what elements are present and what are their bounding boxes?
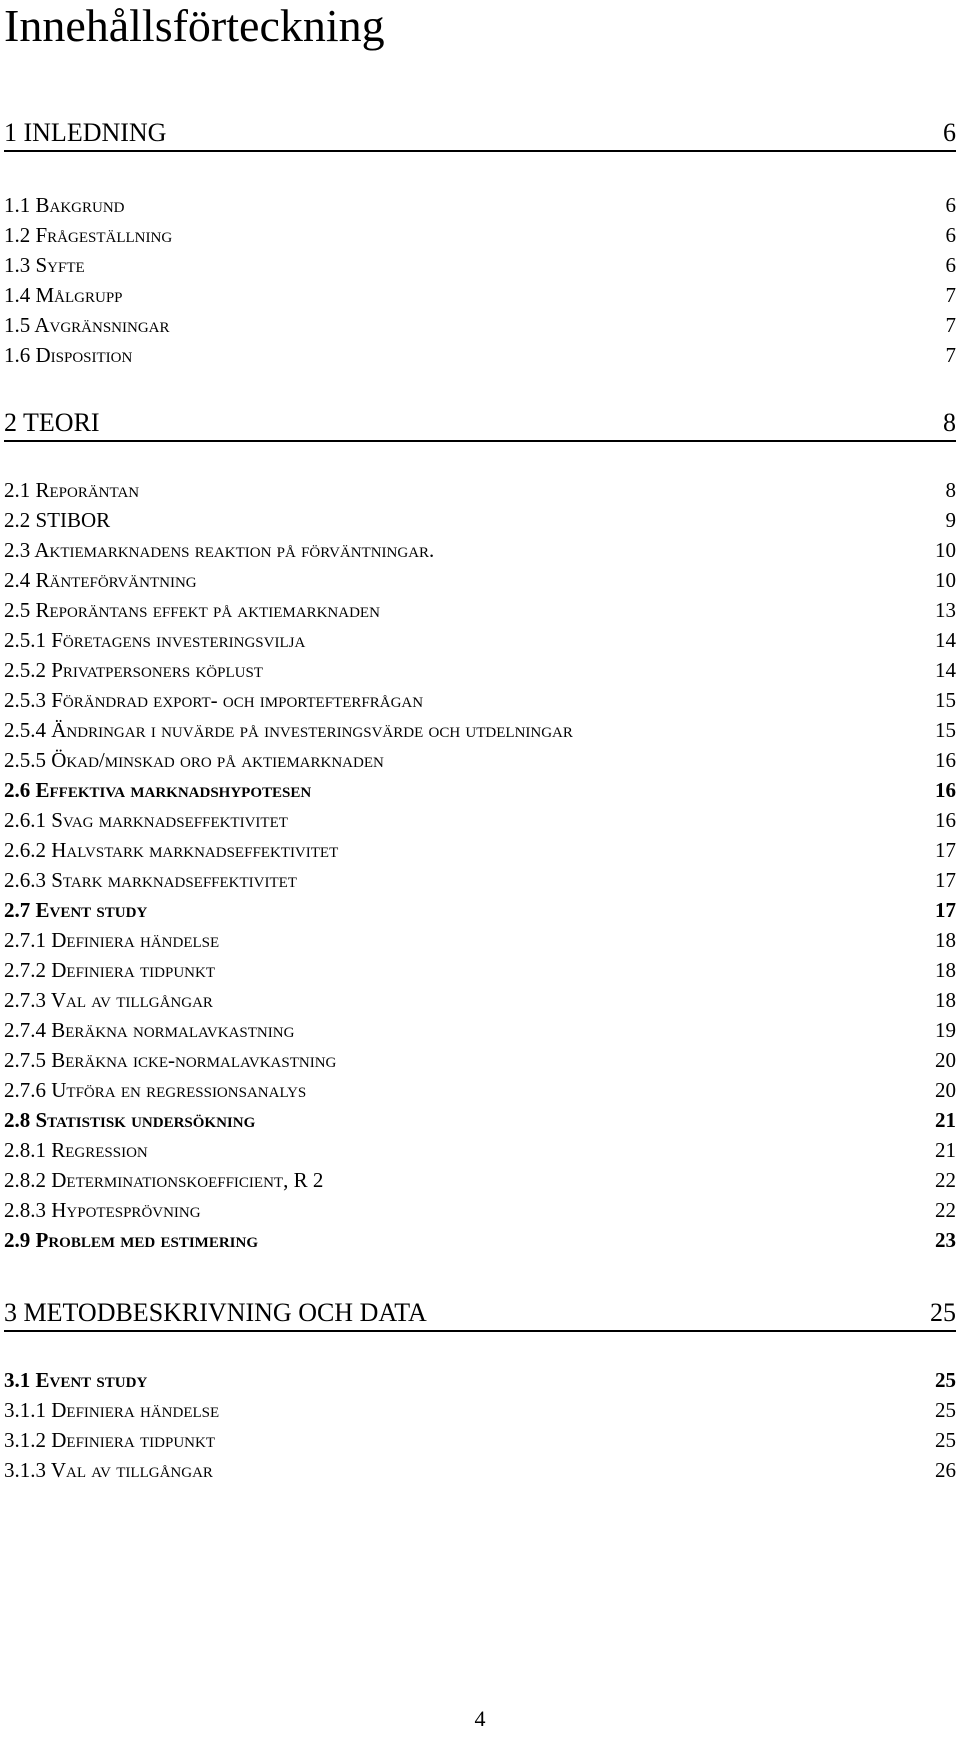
toc-entry-text: Val av tillgångar <box>50 988 213 1012</box>
toc-entry-number: 2.7.5 <box>4 1048 46 1072</box>
toc-entry[interactable] <box>4 1428 956 1453</box>
toc-entry-number: 2.5.5 <box>4 748 46 772</box>
toc-entry-number: 2.6 <box>4 778 31 802</box>
toc-entry-number: 2.3 <box>4 538 31 562</box>
toc-entry-label <box>4 568 197 593</box>
toc-entry-label <box>4 1048 336 1073</box>
toc-entry-number: 3.1 <box>4 1368 31 1392</box>
toc-entry-page: 16 <box>935 778 956 802</box>
toc-entry[interactable] <box>4 598 956 623</box>
toc-entry-text: Problem med estimering <box>35 1228 259 1252</box>
toc-entry-page: 20 <box>935 1078 956 1102</box>
toc-entry-number: 2.9 <box>4 1228 31 1252</box>
toc-entry-label <box>4 1198 201 1223</box>
toc-entry-text: Stark marknadseffektivitet <box>51 868 297 892</box>
toc-entry-page: 9 <box>945 508 956 532</box>
toc-entry-page: 19 <box>935 1018 956 1042</box>
toc-entry-text: Privatpersoners köplust <box>51 658 263 682</box>
toc-entry-text: Reporäntans effekt på aktiemarknaden <box>35 598 380 622</box>
toc-entry-text: Svag marknadseffektivitet <box>51 808 288 832</box>
toc-entry-label <box>4 778 311 803</box>
toc-entry[interactable] <box>4 538 956 563</box>
toc-entry-page: 16 <box>935 748 956 772</box>
toc-entry-page: 7 <box>945 343 956 367</box>
toc-entry[interactable] <box>4 1368 956 1393</box>
toc-entry-text: Förändrad export- och importefterfrågan <box>51 688 424 712</box>
toc-entry-page: 22 <box>935 1198 956 1222</box>
toc-entry-text: Syfte <box>35 253 85 277</box>
toc-entry-number: 3.1.3 <box>4 1458 46 1482</box>
toc-entry[interactable] <box>4 868 956 893</box>
toc-entry-page: 10 <box>935 538 956 562</box>
toc-entry[interactable] <box>4 748 956 773</box>
toc-entry[interactable] <box>4 1078 956 1103</box>
toc-entry-label <box>4 1398 219 1423</box>
toc-entry-label <box>4 898 147 923</box>
toc-entry-page: 13 <box>935 598 956 622</box>
toc-entry-page: 6 <box>945 223 956 247</box>
toc-entry-page: 10 <box>935 568 956 592</box>
toc-title: Innehållsförteckning <box>4 0 385 51</box>
toc-entry[interactable] <box>4 658 956 683</box>
toc-entry-page: 23 <box>935 1228 956 1252</box>
toc-entry-number: 1.5 <box>4 313 31 337</box>
toc-entry[interactable] <box>4 1108 956 1133</box>
toc-entry-number: 2.5.3 <box>4 688 46 712</box>
toc-entry-label <box>4 1168 323 1193</box>
toc-entry[interactable] <box>4 193 956 218</box>
toc-entry-number: 2.5.1 <box>4 628 46 652</box>
toc-entry-text: INLEDNING <box>23 118 167 147</box>
toc-entry[interactable] <box>4 628 956 653</box>
toc-entry[interactable] <box>4 1458 956 1483</box>
toc-entry-page: 6 <box>945 193 956 217</box>
toc-entry-page: 14 <box>935 658 956 682</box>
toc-entry-number: 1.4 <box>4 283 31 307</box>
toc-entry[interactable] <box>4 1168 956 1193</box>
toc-entry-text: Definiera händelse <box>51 928 220 952</box>
toc-entry-label <box>4 223 172 248</box>
toc-entry[interactable] <box>4 838 956 863</box>
toc-entry-text: Determinationskoefficient, R 2 <box>51 1168 324 1192</box>
toc-entry-text: Ändringar i nuvärde på investeringsvärde och utdelningar <box>51 718 573 742</box>
toc-entry-label <box>4 958 215 983</box>
toc-entry-number: 1.1 <box>4 193 31 217</box>
toc-entry-label <box>4 478 139 503</box>
toc-entry-text: Målgrupp <box>35 283 123 307</box>
toc-entry-text: Event study <box>35 1368 148 1392</box>
toc-entry-label <box>4 508 110 533</box>
toc-entry-text: Ränteförväntning <box>35 568 197 592</box>
toc-entry[interactable] <box>4 958 956 983</box>
toc-entry[interactable] <box>4 568 956 593</box>
toc-entry-label <box>4 598 380 623</box>
toc-entry-text: Ökad/minskad oro på aktiemarknaden <box>51 748 384 772</box>
toc-entry-text: Halvstark marknadseffektivitet <box>51 838 339 862</box>
toc-entry-label <box>4 193 125 218</box>
toc-entry-text: METODBESKRIVNING OCH DATA <box>23 1298 427 1327</box>
toc-entry-page: 8 <box>943 408 956 437</box>
toc-entry-text: Statistisk undersökning <box>35 1108 256 1132</box>
toc-entry[interactable] <box>4 1228 956 1253</box>
toc-entry-number: 2.4 <box>4 568 31 592</box>
toc-entry-page: 8 <box>945 478 956 502</box>
toc-entry[interactable] <box>4 1018 956 1043</box>
toc-entry-number: 1.2 <box>4 223 31 247</box>
toc-entry[interactable] <box>4 283 956 308</box>
toc-entry-label <box>4 538 434 563</box>
toc-entry-page: 15 <box>935 688 956 712</box>
toc-entry-text: Avgränsningar <box>34 313 170 337</box>
toc-entry-number: 2.8.1 <box>4 1138 46 1162</box>
toc-entry-label <box>4 313 170 338</box>
toc-entry-page: 15 <box>935 718 956 742</box>
toc-entry-page: 7 <box>945 313 956 337</box>
toc-entry-label <box>4 1458 213 1483</box>
toc-entry[interactable] <box>4 118 956 152</box>
toc-entry-label <box>4 408 100 438</box>
toc-entry-label <box>4 343 132 368</box>
toc-entry-number: 2.7 <box>4 898 31 922</box>
toc-entry[interactable] <box>4 478 956 503</box>
toc-entry[interactable] <box>4 408 956 442</box>
toc-entry[interactable] <box>4 508 956 533</box>
toc-entry-number: 2.7.1 <box>4 928 46 952</box>
toc-entry[interactable] <box>4 1198 956 1223</box>
toc-entry-page: 18 <box>935 928 956 952</box>
toc-entry-page: 6 <box>945 253 956 277</box>
toc-entry-page: 7 <box>945 283 956 307</box>
toc-entry[interactable] <box>4 223 956 248</box>
toc-entry-text: Definiera tidpunkt <box>51 958 215 982</box>
toc-entry-text: Regression <box>51 1138 148 1162</box>
toc-entry-text: Event study <box>35 898 148 922</box>
toc-entry[interactable] <box>4 898 956 923</box>
toc-entry-number: 2.7.4 <box>4 1018 46 1042</box>
toc-entry-number: 2.6.1 <box>4 808 46 832</box>
toc-entry-page: 18 <box>935 958 956 982</box>
toc-entry-number: 2.8 <box>4 1108 31 1132</box>
toc-entry-page: 17 <box>935 838 956 862</box>
toc-entry-label <box>4 1298 427 1328</box>
toc-entry-number: 2.5.2 <box>4 658 46 682</box>
toc-entry-number: 3.1.2 <box>4 1428 46 1452</box>
toc-entry-page: 25 <box>930 1298 956 1327</box>
toc-entry-number: 2.7.2 <box>4 958 46 982</box>
toc-entry-number: 1 <box>4 118 17 147</box>
toc-entry-page: 14 <box>935 628 956 652</box>
toc-entry-label <box>4 688 423 713</box>
toc-entry-number: 2.8.2 <box>4 1168 46 1192</box>
toc-entry-page: 25 <box>935 1398 956 1422</box>
toc-entry-label <box>4 1138 148 1163</box>
toc-entry[interactable] <box>4 808 956 833</box>
toc-entry-label <box>4 1078 306 1103</box>
toc-entry-number: 1.6 <box>4 343 31 367</box>
toc-entry-label <box>4 1368 147 1393</box>
toc-entry-label <box>4 928 219 953</box>
toc-entry-page: 21 <box>935 1138 956 1162</box>
toc-entry[interactable] <box>4 778 956 803</box>
toc-entry[interactable] <box>4 343 956 368</box>
toc-entry-label <box>4 1018 294 1043</box>
toc-entry-number: 2.6.3 <box>4 868 46 892</box>
toc-entry-label <box>4 1428 215 1453</box>
toc-entry-label <box>4 988 213 1013</box>
toc-entry-text: TEORI <box>23 408 100 437</box>
toc-entry-text: Aktiemarknadens reaktion på förväntningar. <box>34 538 435 562</box>
toc-entry-label <box>4 283 123 308</box>
toc-entry-page: 22 <box>935 1168 956 1192</box>
toc-entry-page: 16 <box>935 808 956 832</box>
toc-entry-number: 2 <box>4 408 17 437</box>
toc-entry-text: STIBOR <box>35 508 111 532</box>
toc-entry-page: 17 <box>935 868 956 892</box>
toc-entry[interactable] <box>4 253 956 278</box>
toc-entry-number: 2.8.3 <box>4 1198 46 1222</box>
toc-entry-label <box>4 808 288 833</box>
toc-entry-number: 2.2 <box>4 508 31 532</box>
toc-entry[interactable] <box>4 988 956 1013</box>
toc-entry-label <box>4 718 573 743</box>
toc-entry-text: Hypotesprövning <box>51 1198 201 1222</box>
toc-entry-text: Val av tillgångar <box>50 1458 213 1482</box>
toc-entry[interactable] <box>4 928 956 953</box>
toc-entry-text: Definiera händelse <box>51 1398 220 1422</box>
toc-entry-page: 17 <box>935 898 956 922</box>
toc-entry-number: 2.6.2 <box>4 838 46 862</box>
toc-entry-page: 18 <box>935 988 956 1012</box>
toc-entry-number: 2.7.3 <box>4 988 46 1012</box>
toc-entry-text: Reporäntan <box>35 478 140 502</box>
toc-entry-page: 25 <box>935 1368 956 1392</box>
toc-entry-number: 2.5.4 <box>4 718 46 742</box>
toc-entry-number: 2.7.6 <box>4 1078 46 1102</box>
toc-entry[interactable] <box>4 1398 956 1423</box>
toc-entry-label <box>4 868 297 893</box>
toc-entry-page: 25 <box>935 1428 956 1452</box>
toc-entry-label <box>4 253 85 278</box>
toc-entry[interactable] <box>4 688 956 713</box>
toc-entry-text: Frågeställning <box>35 223 173 247</box>
toc-entry-text: Beräkna normalavkastning <box>51 1018 295 1042</box>
toc-entry-number: 2.5 <box>4 598 31 622</box>
toc-entry-label <box>4 628 305 653</box>
toc-entry-label <box>4 1108 255 1133</box>
toc-entry-text: Utföra en regressionsanalys <box>51 1078 307 1102</box>
toc-entry[interactable] <box>4 718 956 743</box>
toc-entry-number: 1.3 <box>4 253 31 277</box>
toc-entry-text: Effektiva marknadshypotesen <box>35 778 312 802</box>
toc-entry-text: Disposition <box>35 343 133 367</box>
toc-entry-number: 3.1.1 <box>4 1398 46 1422</box>
toc-entry-label <box>4 658 263 683</box>
toc-entry[interactable] <box>4 1048 956 1073</box>
toc-entry-text: Definiera tidpunkt <box>51 1428 215 1452</box>
toc-entry-text: Beräkna icke-normalavkastning <box>51 1048 337 1072</box>
toc-entry-page: 6 <box>943 118 956 147</box>
toc-entry[interactable] <box>4 1138 956 1163</box>
toc-entry-label <box>4 118 166 148</box>
toc-entry-page: 26 <box>935 1458 956 1482</box>
toc-entry-page: 20 <box>935 1048 956 1072</box>
toc-entry-label <box>4 748 384 773</box>
toc-entry-text: Bakgrund <box>35 193 125 217</box>
toc-entry[interactable] <box>4 1298 956 1332</box>
toc-entry-number: 2.1 <box>4 478 31 502</box>
toc-entry-text: Företagens investeringsvilja <box>51 628 306 652</box>
page-number: 4 <box>474 1706 486 1731</box>
toc-entry[interactable] <box>4 313 956 338</box>
toc-entry-number: 3 <box>4 1298 17 1327</box>
toc-entry-page: 21 <box>935 1108 956 1132</box>
toc-entry-label <box>4 838 338 863</box>
toc-entry-label <box>4 1228 258 1253</box>
